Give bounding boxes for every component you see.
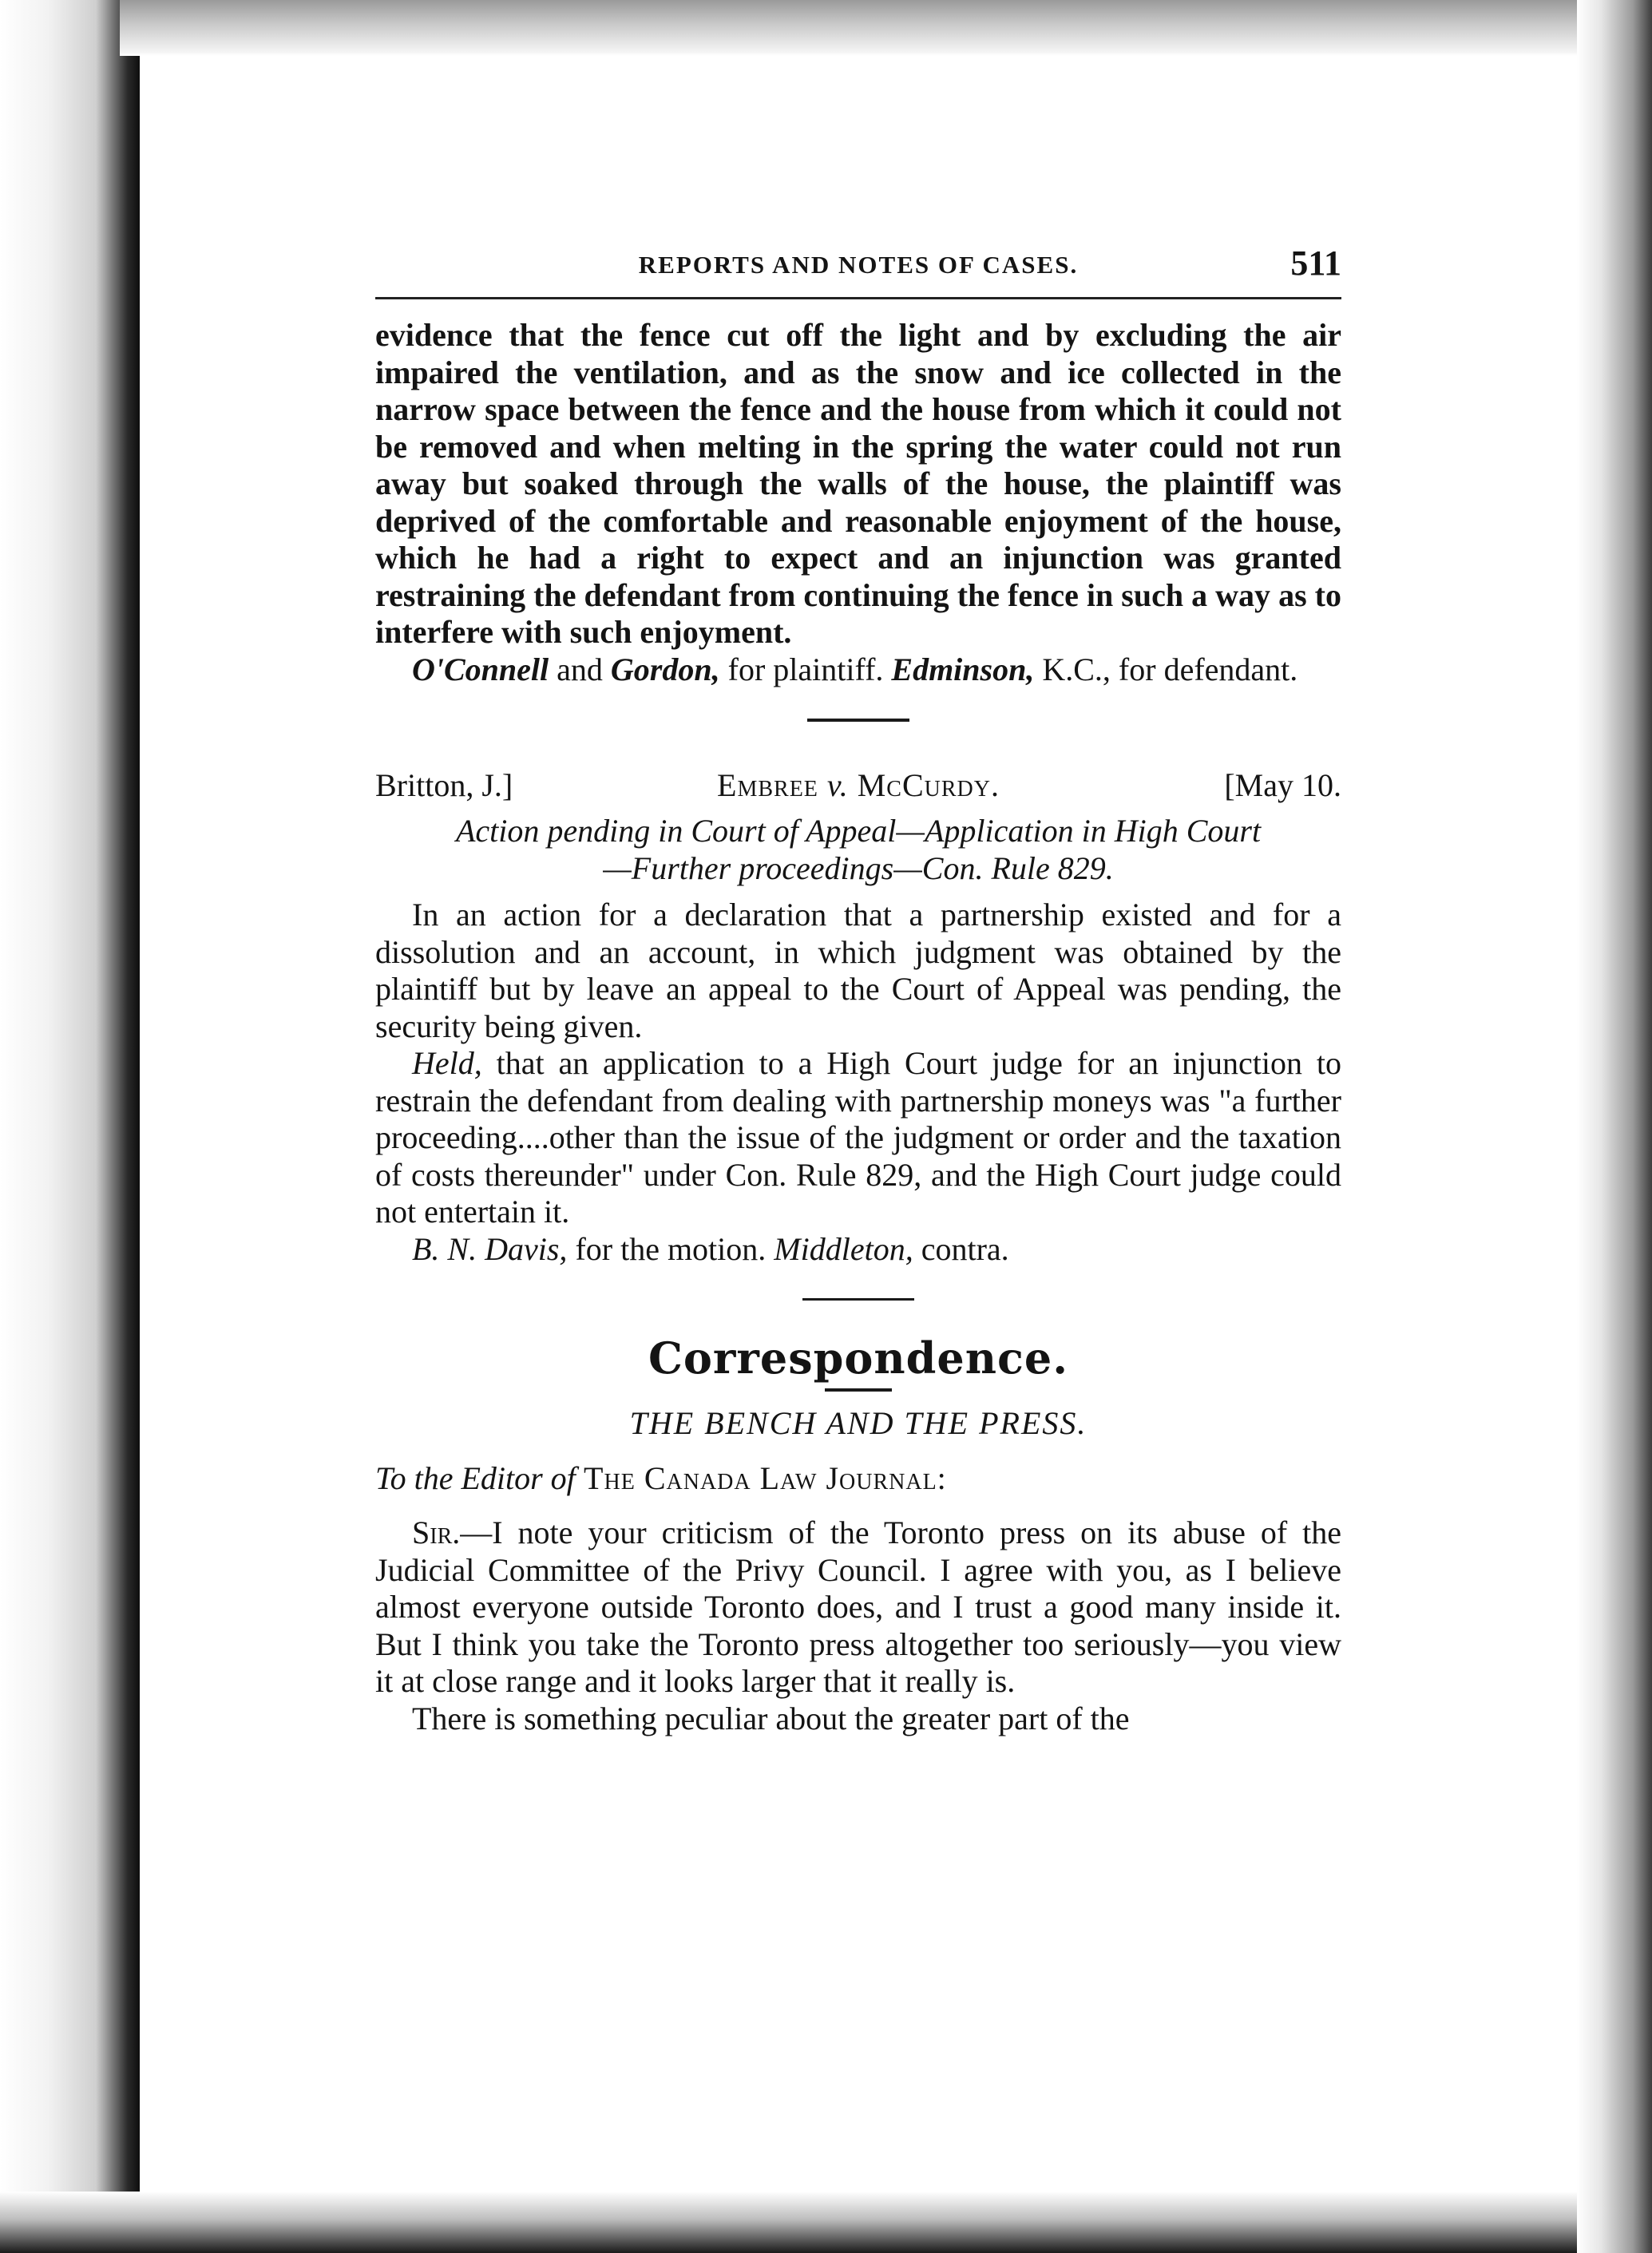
counsel-plaintiff-name-2: Gordon, xyxy=(610,651,720,687)
letter-sir: Sir. xyxy=(412,1515,461,1550)
case-2-headnote xyxy=(375,813,1341,887)
counsel-contra-text: contra. xyxy=(913,1230,1009,1267)
scan-left-border xyxy=(0,0,140,2253)
case-date: [May 10. xyxy=(1224,767,1341,803)
case-1-body: evidence that the fence cut off the light and by excluding the air impaired the ventilation, and as the snow and ice collected in the narrow space between the fence and the house from which it could not be removed and when melting in the spring the water could not run away but soaked through the walls of the house, the plaintiff was deprived of the comfortable and reasonable enjoyment of the house, which he had a right to expect and an injunction was granted restraining the defendant from continuing the fence in such a way as to interfere with such enjoyment. xyxy=(375,317,1341,650)
held-text: that an application to a High Court judge for an injunction to restrain the defendant from dealing with partnership moneys was "a further proceeding....other than the issue of the judgment or order and the taxation of costs thereunder" under Con. Rule 829, and the High Court judge could not entertain it. xyxy=(375,1045,1341,1229)
heading-rule xyxy=(825,1388,892,1392)
counsel-contra-name: Middleton, xyxy=(774,1230,913,1267)
case-name-a: Embree xyxy=(717,767,818,803)
case-2-header xyxy=(375,766,1341,806)
counsel-for-plaintiff: for plaintiff. xyxy=(719,651,892,687)
case-judge: Britton, J.] xyxy=(375,767,513,803)
case-2-held xyxy=(375,1045,1341,1231)
counsel-plaintiff-name: O'Connell xyxy=(412,651,549,687)
case-name xyxy=(375,766,1341,804)
case-1-block xyxy=(375,317,1341,651)
case-name-b: McCurdy. xyxy=(857,767,1000,803)
scan-bottom-border xyxy=(0,2192,1652,2253)
counsel-motion-name: B. N. Davis, xyxy=(412,1230,568,1267)
section-divider xyxy=(807,719,909,722)
headnote-line-1: Action pending in Court of Appeal—Application in High Court xyxy=(455,813,1262,849)
case-2-counsel xyxy=(375,1231,1341,1269)
running-header xyxy=(375,240,1341,299)
case-2-body: In an action for a declaration that a partnership existed and for a dissolution and an account, in which judgment was obtained by the plaintiff but by leave an appeal to the Court of Appeal was pending, the security being given. xyxy=(375,897,1341,1044)
counsel-defendant-name: Edminson, xyxy=(891,651,1035,687)
letter-title: THE BENCH AND THE PRESS. xyxy=(629,1405,1087,1441)
letter-paragraph-1 xyxy=(375,1515,1341,1701)
case-name-v: v. xyxy=(818,767,858,803)
correspondence-heading: Correspondence. xyxy=(648,1332,1069,1384)
letter-text-1: —I note your criticism of the Toronto press on its abuse of the Judicial Committee of the Privy Council. I agree with you, as I believe almost everyone outside Toronto does, and I trust a good many inside it. But I think you take the Toronto press altogether too seriously—you view it at close range and it looks larger that it really is. xyxy=(375,1515,1341,1699)
counsel-for-defendant: K.C., for defendant. xyxy=(1034,651,1298,687)
page-number: 511 xyxy=(1290,244,1341,283)
letter-paragraph-2: There is something peculiar about the greater part of the xyxy=(412,1700,1130,1736)
held-label: Held, xyxy=(412,1045,482,1081)
salutation-prefix: To the Editor of xyxy=(375,1460,576,1496)
counsel-and: and xyxy=(549,651,611,687)
salutation xyxy=(375,1459,1341,1497)
document-page xyxy=(375,240,1341,1737)
scan-right-border xyxy=(1577,0,1652,2253)
counsel-motion-text: for the motion. xyxy=(567,1230,774,1267)
scan-top-border xyxy=(120,0,1652,56)
case-1-counsel xyxy=(375,651,1341,689)
section-divider-2 xyxy=(802,1298,914,1301)
headnote-line-2: —Further proceedings—Con. Rule 829. xyxy=(603,849,1114,886)
running-title: REPORTS AND NOTES OF CASES. xyxy=(638,251,1079,279)
salutation-journal: The Canada Law Journal: xyxy=(575,1460,947,1496)
